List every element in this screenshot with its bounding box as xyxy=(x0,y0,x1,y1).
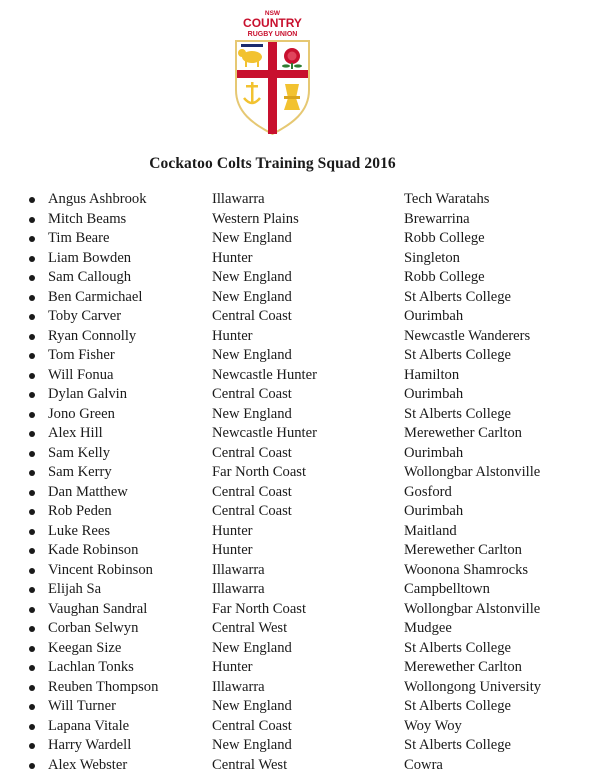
player-club: Singleton xyxy=(404,249,460,266)
bullet-icon xyxy=(29,529,35,535)
bullet-icon xyxy=(29,646,35,652)
bullet-icon xyxy=(29,197,35,203)
player-name: Mitch Beams xyxy=(48,210,127,227)
bullet-icon xyxy=(29,412,35,418)
player-club: Merewether Carlton xyxy=(404,659,522,675)
player-name: Dylan Galvin xyxy=(48,386,128,402)
player-region: Central Coast xyxy=(212,386,292,402)
bullet-icon xyxy=(29,295,35,301)
logo-line-rugby-union: RUGBY UNION xyxy=(247,31,298,38)
logo-line-nsw: NSW xyxy=(264,10,281,17)
player-region: Far North Coast xyxy=(212,600,307,617)
player-club: St Alberts College xyxy=(404,288,512,305)
player-name: Sam Kelly xyxy=(48,444,111,461)
player-region: Hunter xyxy=(212,249,253,266)
player-name: Ben Carmichael xyxy=(48,288,143,305)
bullet-icon xyxy=(29,743,35,749)
player-club: Ourimbah xyxy=(404,503,464,519)
player-name: Alex Webster xyxy=(48,756,128,773)
player-name: Lachlan Tonks xyxy=(48,659,134,675)
player-name: Vincent Robinson xyxy=(48,561,153,578)
player-name: Dan Matthew xyxy=(48,483,128,500)
player-region: New England xyxy=(212,405,292,422)
player-club: Ourimbah xyxy=(404,386,464,402)
bullet-icon xyxy=(29,704,35,710)
player-name: Reuben Thompson xyxy=(48,678,159,695)
player-name: Liam Bowden xyxy=(48,249,132,266)
player-region: Central Coast xyxy=(212,483,292,500)
player-name: Tom Fisher xyxy=(48,347,115,363)
player-region: New England xyxy=(212,269,292,285)
crest-icon xyxy=(230,8,315,138)
player-name: Kade Robinson xyxy=(48,542,139,558)
bullet-icon xyxy=(29,568,35,574)
player-region: Central West xyxy=(212,620,288,636)
player-club: St Alberts College xyxy=(404,639,512,656)
player-region: Illawarra xyxy=(212,581,265,597)
player-name: Vaughan Sandral xyxy=(48,600,148,617)
player-region: New England xyxy=(212,698,292,714)
player-club: St Alberts College xyxy=(404,737,512,753)
player-club: Campbelltown xyxy=(404,581,490,597)
player-name: Tim Beare xyxy=(48,230,110,246)
player-club: Wollongong University xyxy=(404,678,542,695)
player-region: New England xyxy=(212,347,292,363)
player-region: Hunter xyxy=(212,659,253,675)
player-region: Illawarra xyxy=(212,561,265,578)
player-name: Will Fonua xyxy=(48,366,114,383)
player-region: Central Coast xyxy=(212,308,292,324)
player-region: Central Coast xyxy=(212,717,292,734)
player-club: Tech Waratahs xyxy=(404,191,490,207)
bullet-icon xyxy=(29,431,35,437)
player-region: Central West xyxy=(212,756,288,773)
player-club: Gosford xyxy=(404,483,452,500)
player-region: New England xyxy=(212,230,292,246)
player-club: Wollongbar Alstonville xyxy=(404,600,541,617)
player-region: New England xyxy=(212,737,292,753)
wheat-sheaf-icon xyxy=(284,84,300,110)
bullet-icon xyxy=(29,451,35,457)
logo-line-country: COUNTRY xyxy=(243,16,302,30)
player-region: Central Coast xyxy=(212,444,292,461)
player-region: Central Coast xyxy=(212,503,292,519)
player-region: Newcastle Hunter xyxy=(212,366,317,383)
player-region: Newcastle Hunter xyxy=(212,425,317,441)
player-club: Merewether Carlton xyxy=(404,425,522,441)
player-name: Corban Selwyn xyxy=(48,620,139,636)
player-name: Lapana Vitale xyxy=(48,717,130,734)
player-club: Ourimbah xyxy=(404,308,464,324)
player-name: Sam Kerry xyxy=(48,464,112,480)
player-club: St Alberts College xyxy=(404,347,512,363)
player-name: Luke Rees xyxy=(48,522,111,539)
player-region: Hunter xyxy=(212,327,253,344)
bullet-icon xyxy=(29,275,35,281)
player-name: Ryan Connolly xyxy=(48,327,137,344)
bullet-icon xyxy=(29,685,35,691)
bullet-icon xyxy=(29,587,35,593)
bullet-icon xyxy=(29,724,35,730)
player-club: Robb College xyxy=(404,269,485,285)
player-club: Brewarrina xyxy=(404,210,470,227)
player-name: Alex Hill xyxy=(48,425,103,441)
player-region: Illawarra xyxy=(212,191,265,207)
player-club: Hamilton xyxy=(404,366,460,383)
player-club: Newcastle Wanderers xyxy=(404,327,531,344)
bullet-icon xyxy=(29,217,35,223)
bullet-icon xyxy=(29,256,35,262)
bullet-icon xyxy=(29,314,35,320)
player-name: Toby Carver xyxy=(48,308,122,324)
player-name: Will Turner xyxy=(48,698,116,714)
player-club: Woonona Shamrocks xyxy=(404,561,529,578)
player-name: Elijah Sa xyxy=(48,581,102,597)
nsw-country-rugby-union-logo xyxy=(230,8,315,138)
player-name: Harry Wardell xyxy=(48,737,132,753)
player-club: Robb College xyxy=(404,230,485,246)
bullet-icon xyxy=(29,353,35,359)
player-club: Woy Woy xyxy=(404,717,462,734)
player-club: Cowra xyxy=(404,756,443,773)
player-region: New England xyxy=(212,639,292,656)
bullet-icon xyxy=(29,236,35,242)
player-club: Mudgee xyxy=(404,620,452,636)
player-region: Hunter xyxy=(212,522,253,539)
player-club: Ourimbah xyxy=(404,444,464,461)
player-club: Merewether Carlton xyxy=(404,542,522,558)
bullet-icon xyxy=(29,373,35,379)
bullet-icon xyxy=(29,509,35,515)
player-name: Rob Peden xyxy=(48,503,112,519)
bullet-icon xyxy=(29,548,35,554)
player-region: Western Plains xyxy=(212,210,299,227)
bullet-icon xyxy=(29,763,35,769)
page-title: Cockatoo Colts Training Squad 2016 xyxy=(149,155,396,172)
player-region: Illawarra xyxy=(212,678,265,695)
player-region: Hunter xyxy=(212,542,253,558)
bullet-icon xyxy=(29,665,35,671)
player-name: Jono Green xyxy=(48,405,115,422)
player-name: Keegan Size xyxy=(48,639,122,656)
player-name: Angus Ashbrook xyxy=(48,191,147,207)
player-club: Maitland xyxy=(404,522,457,539)
bullet-icon xyxy=(29,334,35,340)
player-club: St Alberts College xyxy=(404,698,512,714)
bullet-icon xyxy=(29,392,35,398)
player-region: Far North Coast xyxy=(212,464,307,480)
bullet-icon xyxy=(29,470,35,476)
player-name: Sam Callough xyxy=(48,269,132,285)
bullet-icon xyxy=(29,490,35,496)
player-region: New England xyxy=(212,288,292,305)
bullet-icon xyxy=(29,607,35,613)
player-club: Wollongbar Alstonville xyxy=(404,464,541,480)
player-club: St Alberts College xyxy=(404,405,512,422)
bullet-icon xyxy=(29,626,35,632)
